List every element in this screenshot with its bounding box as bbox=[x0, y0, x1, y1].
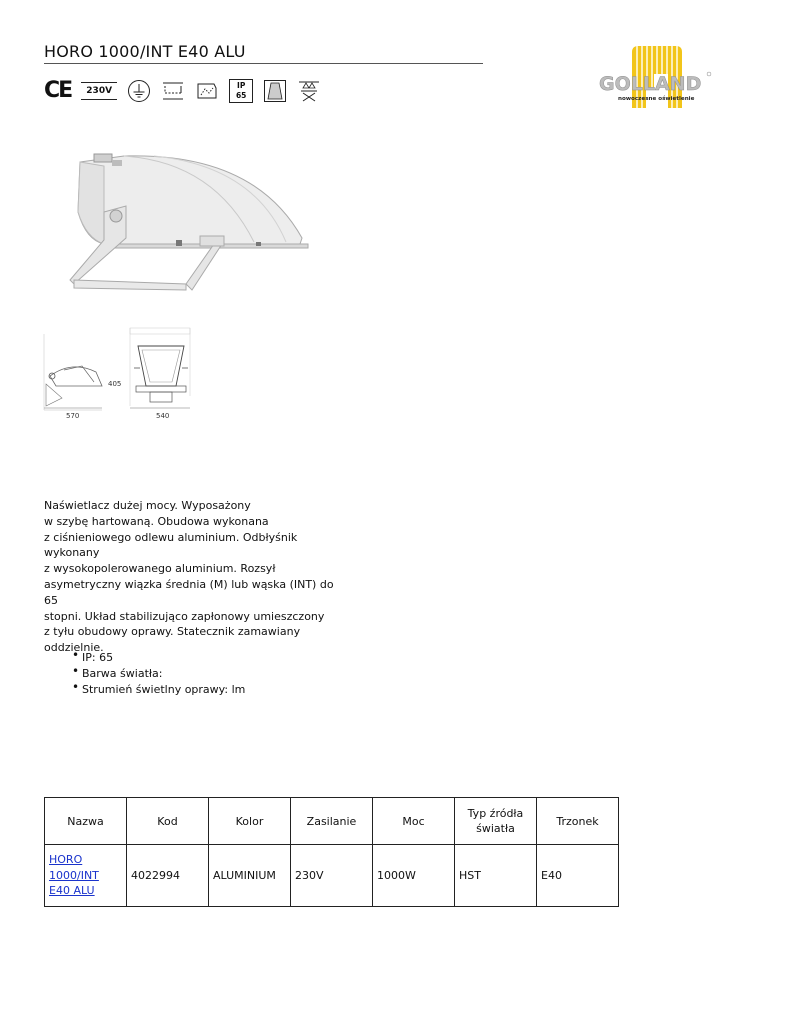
ip-label: IP bbox=[237, 81, 246, 90]
title-divider bbox=[44, 63, 483, 64]
cell-source-type: HST bbox=[455, 845, 537, 907]
spec-table bbox=[44, 797, 619, 907]
logo-brand: GOLLAND bbox=[599, 73, 702, 95]
dimension-width: 540 bbox=[156, 412, 170, 420]
feature-ip: • IP: 65 bbox=[72, 650, 245, 666]
table-row bbox=[45, 845, 619, 907]
column-header-socket: Trzonek bbox=[537, 798, 619, 845]
ground-class-icon bbox=[127, 79, 151, 103]
ce-mark-icon: CE bbox=[44, 78, 72, 103]
dimension-height: 405 bbox=[108, 380, 122, 388]
cell-power: 1000W bbox=[373, 845, 455, 907]
feature-light-color: • Barwa światła: bbox=[72, 666, 245, 682]
column-header-name: Nazwa bbox=[45, 798, 127, 845]
cell-code: 4022994 bbox=[127, 845, 209, 907]
golland-logo bbox=[598, 44, 712, 110]
feature-list bbox=[72, 650, 245, 697]
cell-name bbox=[45, 845, 127, 907]
column-header-power: Moc bbox=[373, 798, 455, 845]
column-header-source-type: Typ źródła światła bbox=[455, 798, 537, 845]
mounting-surface-icon bbox=[195, 79, 219, 103]
mounting-surface-icon bbox=[161, 79, 185, 103]
table-header-row bbox=[45, 798, 619, 845]
feature-luminous-flux: • Strumień świetlny oprawy: lm bbox=[72, 682, 245, 698]
cell-supply: 230V bbox=[291, 845, 373, 907]
product-description bbox=[44, 498, 344, 656]
certification-icons bbox=[44, 78, 321, 104]
page-title: HORO 1000/INT E40 ALU bbox=[44, 42, 246, 61]
voltage-icon: 230V bbox=[81, 82, 117, 100]
dimension-drawing bbox=[42, 326, 202, 422]
product-image bbox=[64, 152, 320, 294]
dimension-length: 570 bbox=[66, 412, 80, 420]
ip-rating-icon bbox=[229, 79, 253, 103]
cell-socket: E40 bbox=[537, 845, 619, 907]
logo-tagline: nowoczesne oświetlenie bbox=[618, 96, 695, 102]
disposal-icon bbox=[297, 79, 321, 103]
column-header-color: Kolor bbox=[209, 798, 291, 845]
cell-color: ALUMINIUM bbox=[209, 845, 291, 907]
product-link[interactable]: HORO 1000/INT E40 ALU bbox=[49, 852, 99, 898]
ip-value: 65 bbox=[235, 91, 247, 100]
reflector-icon bbox=[263, 79, 287, 103]
description-text: Naświetlacz dużej mocy. Wyposażony w szybę hartowaną. Obudowa wykonana z ciśnieniowego odlewu aluminium. Odbłyśnik wykonany z wysokopolerowanego aluminium. Rozsył asymetryczny wiązka średnia (M) lub wąska (INT) do 65 stopni. Układ stabilizująco zapłonowy umieszczony z tyłu obudowy oprawy. Statecznik zamawiany oddzielnie. bbox=[44, 499, 334, 655]
column-header-code: Kod bbox=[127, 798, 209, 845]
column-header-supply: Zasilanie bbox=[291, 798, 373, 845]
